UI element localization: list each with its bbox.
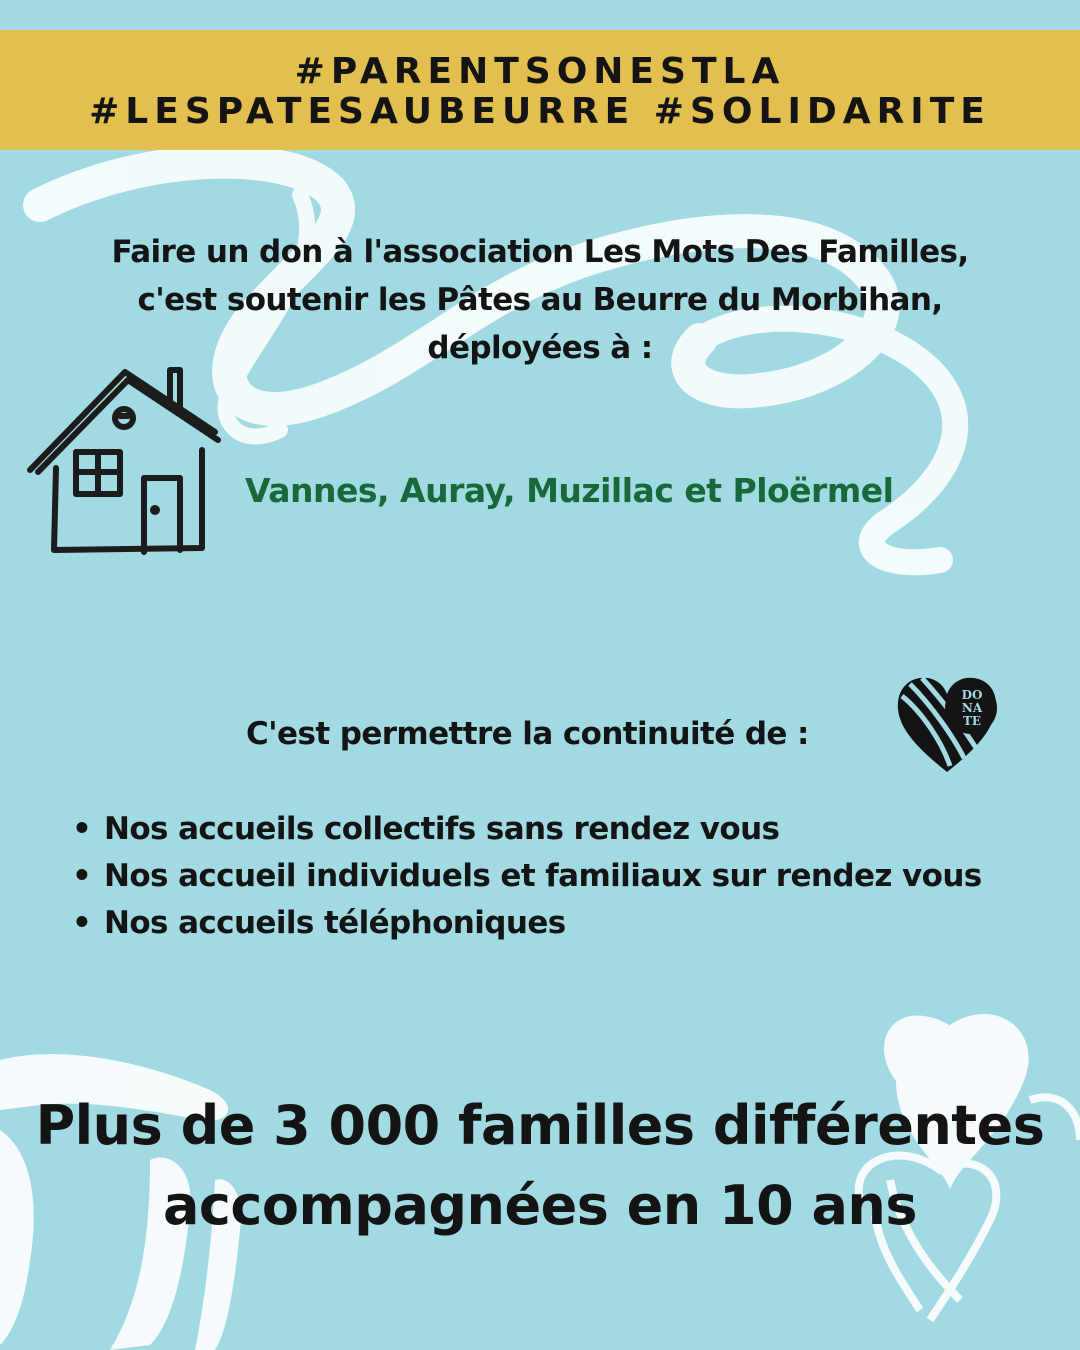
house-icon — [20, 360, 230, 560]
intro-line-2: c'est soutenir les Pâtes au Beurre du Morbihan, — [137, 282, 943, 318]
families-highlight — [20, 1086, 1060, 1246]
list-item: • Nos accueil individuels et familiaux sur rendez vous — [72, 853, 1072, 900]
list-item: • Nos accueils téléphoniques — [72, 900, 1072, 947]
services-list — [72, 806, 1072, 947]
donate-text-mid: NA — [961, 701, 983, 715]
list-item: • Nos accueils collectifs sans rendez vous — [72, 806, 1072, 853]
hashtag-line-2: #LESPATESAUBEURRE #SOLIDARITE — [89, 91, 991, 132]
highlight-line-1: Plus de 3 000 familles différentes — [35, 1094, 1045, 1157]
continuity-heading: C'est permettre la continuité de : — [246, 716, 809, 752]
donate-text-bot: TE — [962, 714, 982, 728]
intro-line-3: déployées à : — [427, 330, 653, 366]
hashtag-banner — [0, 30, 1080, 150]
highlight-line-2: accompagnées en 10 ans — [162, 1174, 918, 1237]
donation-intro — [40, 228, 1040, 372]
intro-line-1: Faire un don à l'association Les Mots Des Familles, — [111, 234, 969, 270]
heart-donate-icon — [892, 672, 1002, 776]
hashtag-line-1: #PARENTSONESTLA — [294, 51, 786, 92]
cities-list: Vannes, Auray, Muzillac et Ploërmel — [245, 471, 894, 510]
donate-text-top: DO — [961, 688, 983, 702]
